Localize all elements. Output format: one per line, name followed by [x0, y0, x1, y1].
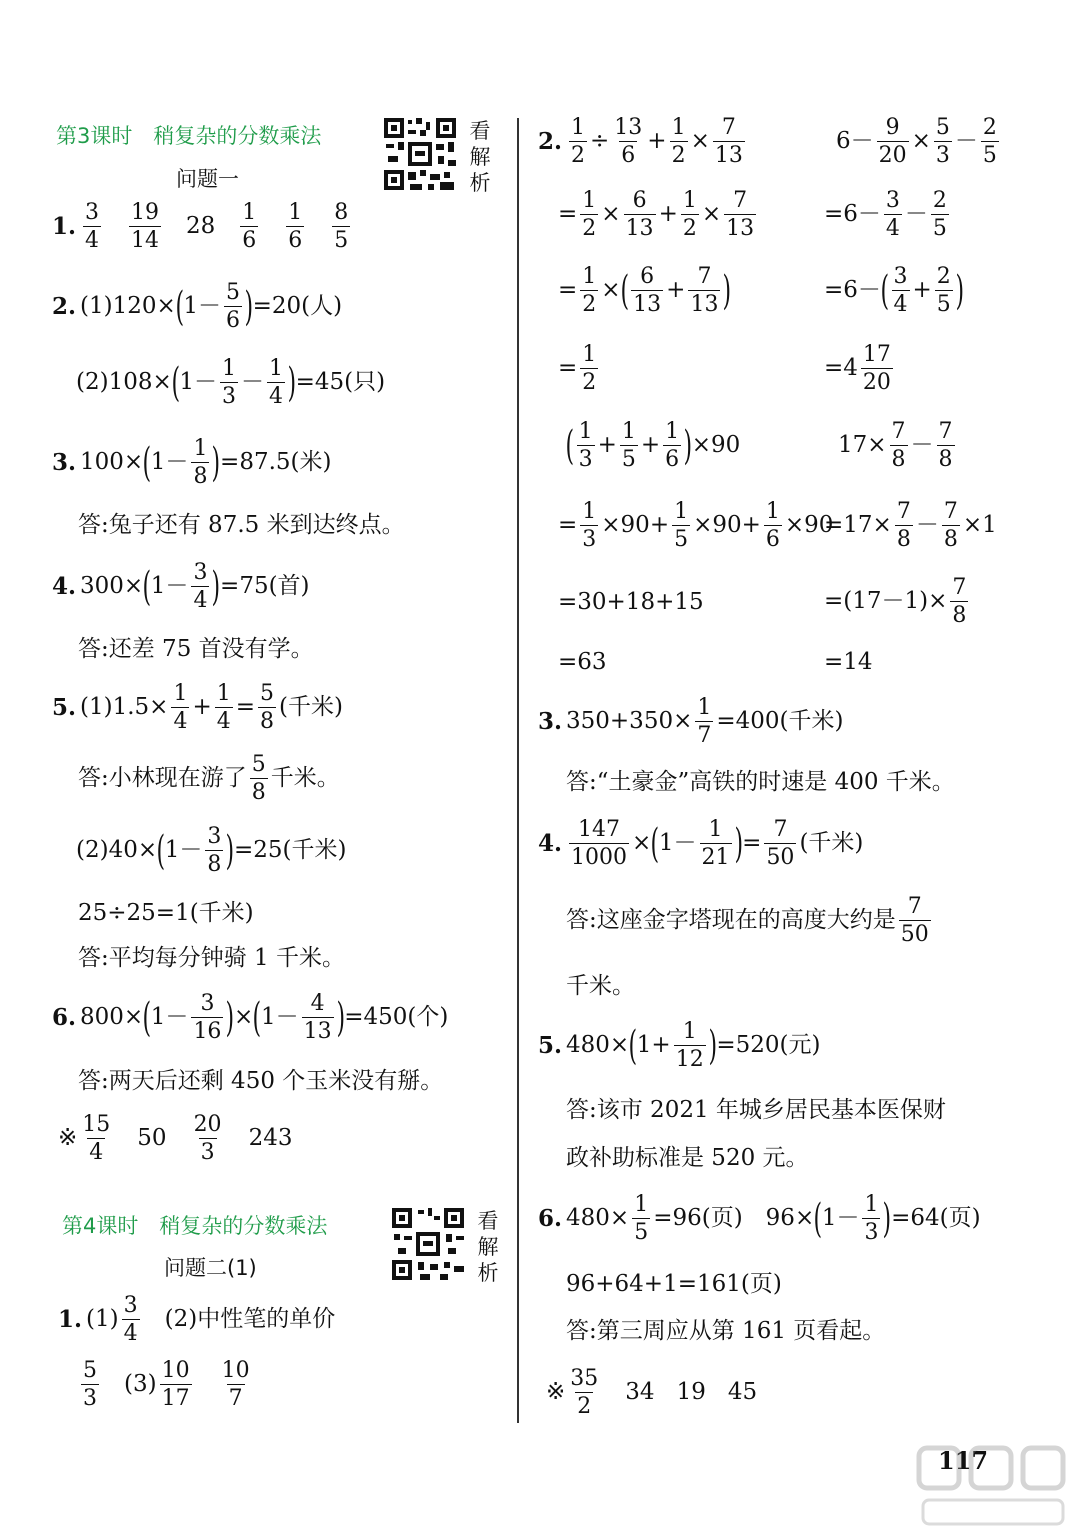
answer-r3: 3. 350+350× $\frac{1}{7}$ =400(千米)	[538, 695, 844, 749]
fraction: $\frac{7}{8}$	[943, 499, 958, 553]
fraction: $\frac{1}{12}$	[675, 1019, 704, 1073]
answer-r2-right-7: =(17－1)× $\frac{7}{8}$	[824, 575, 967, 629]
fraction: $\frac{1}{4}$	[269, 356, 284, 410]
answer-r6-step: 96+64+1=161(页)	[566, 1271, 782, 1297]
answer-r6-reply: 答:第三周应从第 161 页看起。	[566, 1318, 886, 1344]
answer-bonus: ※ $\frac{15}{4}$ 50 $\frac{20}{3}$ 243	[58, 1112, 293, 1166]
answer-5-part2: (2)40× ( 1－ $\frac{3}{8}$ ) =25(千米)	[76, 824, 347, 878]
answer-r4-reply: 答:这座金字塔现在的高度大约是 $\frac{7}{50}$	[566, 894, 929, 948]
fraction: $\frac{7}{13}$	[714, 115, 743, 169]
fraction: $\frac{1}{5}$	[621, 419, 636, 473]
fraction: $\frac{1}{3}$	[864, 1192, 879, 1246]
fraction: $\frac{2}{5}$	[936, 264, 951, 318]
fraction: $\frac{1}{2}$	[571, 115, 586, 169]
answer-r2-left-4: = $\frac{1}{2}$	[558, 342, 597, 396]
answer-r5: 5. 480× ( 1+ $\frac{1}{12}$ ) =520(元)	[538, 1019, 821, 1073]
fraction: $\frac{1}{7}$	[697, 695, 712, 749]
answer-r5-reply1: 答:该市 2021 年城乡居民基本医保财	[566, 1097, 946, 1123]
fraction: $\frac{6}{13}$	[633, 264, 662, 318]
fraction: $\frac{1}{4}$	[216, 681, 231, 735]
fraction: $\frac{1}{6}$	[288, 200, 303, 254]
fraction: $\frac{3}{4}$	[885, 188, 900, 242]
fraction: $\frac{3}{8}$	[207, 824, 222, 878]
fraction: $\frac{20}{3}$	[193, 1112, 222, 1166]
answer-3-reply: 答:兔子还有 87.5 米到达终点。	[78, 512, 405, 538]
answer-r2-left-5: ( $\frac{1}{3}$ + $\frac{1}{5}$ + $\frac{1}{6}$ ) ×90	[565, 419, 741, 473]
fraction: $\frac{6}{13}$	[625, 188, 654, 242]
answer-4-reply: 答:还差 75 首没有学。	[78, 636, 314, 662]
answer-r2-left-3: = $\frac{1}{2}$ × ( $\frac{6}{13}$ + $\frac{7}{13}$ )	[558, 264, 732, 318]
fraction: $\frac{7}{8}$	[891, 419, 906, 473]
fraction: $\frac{3}{4}$	[193, 560, 208, 614]
answer-r5-reply2: 政补助标准是 520 元。	[566, 1145, 809, 1171]
fraction: $\frac{1}{5}$	[674, 499, 689, 553]
page-number: 117	[938, 1446, 989, 1475]
fraction: $\frac{1}{2}$	[582, 188, 597, 242]
fraction: $\frac{7}{13}$	[690, 264, 719, 318]
fraction: $\frac{7}{8}$	[896, 499, 911, 553]
answer-5-part1: 5. (1)1.5× $\frac{1}{4}$ + $\frac{1}{4}$ = $\frac{5}{8}$ (千米)	[52, 681, 343, 735]
answer-r-bonus: ※ $\frac{35}{2}$ 34 19 45	[546, 1366, 758, 1420]
fraction: $\frac{2}{5}$	[982, 115, 997, 169]
fraction: $\frac{4}{13}$	[303, 991, 332, 1045]
fraction: $\frac{1}{3}$	[582, 499, 597, 553]
fraction: $\frac{7}{13}$	[726, 188, 755, 242]
answer-2-part1: 2. (1)120× ( 1－ $\frac{5}{6}$ ) =20(人)	[52, 280, 343, 334]
answer-r3-reply: 答:“土豪金”高铁的时速是 400 千米。	[566, 769, 955, 795]
answer-r2-right-6: =17× $\frac{7}{8}$ － $\frac{7}{8}$ ×1	[824, 499, 997, 553]
answer-r2-left-6: = $\frac{1}{3}$ ×90+ $\frac{1}{5}$ ×90+ $\frac{1}{6}$ ×90	[558, 499, 834, 553]
fraction: $\frac{7}{50}$	[900, 894, 929, 948]
scan-label: 看 解 析	[469, 119, 491, 195]
answer-r2-right-1: 6－ $\frac{9}{20}$ × $\frac{5}{3}$ － $\frac{2}{5}$	[836, 115, 997, 169]
fraction: $\frac{3}{4}$	[893, 264, 908, 318]
answer-5-step: 25÷25=1(千米)	[78, 900, 254, 926]
qr-code-icon[interactable]	[390, 1206, 466, 1282]
answer-r2-left-1: 2. $\frac{1}{2}$ ÷ $\frac{13}{6}$ + $\frac{1}{2}$ × $\frac{7}{13}$	[538, 115, 743, 169]
fraction: $\frac{1}{8}$	[193, 436, 208, 490]
column-divider	[517, 118, 519, 1423]
fraction: $\frac{1}{2}$	[582, 264, 597, 318]
fraction: $\frac{5}{3}$	[935, 115, 950, 169]
fraction: $\frac{8}{5}$	[334, 200, 349, 254]
section-title-lesson3: 第3课时 稍复杂的分数乘法	[56, 124, 322, 148]
fraction: $\frac{1}{3}$	[222, 356, 237, 410]
answer-6-reply: 答:两天后还剩 450 个玉米没有掰。	[78, 1068, 444, 1094]
fraction: $\frac{3}{16}$	[193, 991, 222, 1045]
answer-4: 4. 300× ( 1－ $\frac{3}{4}$ ) =75(首)	[52, 560, 310, 614]
answer-r2-left-7: =30+18+15	[558, 589, 704, 615]
answer-r2-right-3: =6－ ( $\frac{3}{4}$ + $\frac{2}{5}$ )	[824, 264, 964, 318]
fraction: $\frac{10}{7}$	[221, 1358, 250, 1412]
fraction: $\frac{2}{5}$	[932, 188, 947, 242]
fraction: $\frac{17}{20}$	[862, 342, 891, 396]
answer-r4: 4. $\frac{147}{1000}$ × ( 1－ $\frac{1}{21}$ ) = $\frac{7}{50}$ (千米)	[538, 817, 864, 871]
fraction: $\frac{13}{6}$	[614, 115, 643, 169]
fraction: $\frac{5}{6}$	[226, 280, 241, 334]
answer-5-reply2: 答:平均每分钟骑 1 千米。	[78, 945, 346, 971]
fraction: $\frac{1}{21}$	[701, 817, 730, 871]
fraction: $\frac{1}{2}$	[682, 188, 697, 242]
fraction: $\frac{7}{8}$	[938, 419, 953, 473]
fraction: $\frac{1}{6}$	[765, 499, 780, 553]
fraction: $\frac{1}{2}$	[582, 342, 597, 396]
answer-1-lesson4: 1. (1) $\frac{3}{4}$ (2)中性笔的单价	[58, 1293, 336, 1347]
fraction: $\frac{10}{17}$	[161, 1358, 190, 1412]
fraction: $\frac{3}{4}$	[123, 1293, 138, 1347]
qr-code-icon[interactable]	[382, 116, 458, 192]
fraction: $\frac{3}{4}$	[85, 200, 100, 254]
answer-r2-right-2: =6－ $\frac{3}{4}$ － $\frac{2}{5}$	[824, 188, 947, 242]
fraction: $\frac{5}{8}$	[251, 752, 266, 806]
fraction: $\frac{1}{3}$	[578, 419, 593, 473]
fraction: $\frac{19}{14}$	[131, 200, 160, 254]
fraction: $\frac{1}{6}$	[242, 200, 257, 254]
fraction: $\frac{35}{2}$	[570, 1366, 599, 1420]
answer-r2-left-2: = $\frac{1}{2}$ × $\frac{6}{13}$ + $\frac{1}{2}$ × $\frac{7}{13}$	[558, 188, 755, 242]
answer-6: 6. 800× ( 1－ $\frac{3}{16}$ ) × ( 1－ $\frac{4}{13}$ ) =450(个)	[52, 991, 449, 1045]
answer-r2-right-8: =14	[824, 649, 873, 675]
answer-r4-reply-cont: 千米。	[566, 973, 635, 999]
fraction: $\frac{15}{4}$	[82, 1112, 111, 1166]
fraction: $\frac{7}{50}$	[766, 817, 795, 871]
fraction: $\frac{7}{8}$	[952, 575, 967, 629]
fraction: $\frac{1}{2}$	[671, 115, 686, 169]
answer-1: 1. $\frac{3}{4}$ $\frac{19}{14}$ 28 $\frac{1}{6}$ $\frac{1}{6}$ $\frac{8}{5}$	[52, 200, 349, 254]
answer-1-lesson4-cont: $\frac{5}{3}$ (3) $\frac{10}{17}$ $\frac{10}{7}$	[83, 1358, 250, 1412]
section-subtitle-lesson3: 问题一	[176, 167, 239, 191]
answer-3: 3. 100× ( 1－ $\frac{1}{8}$ ) =87.5(米)	[52, 436, 332, 490]
fraction: $\frac{5}{8}$	[260, 681, 275, 735]
answer-r2-right-4: =4 $\frac{17}{20}$	[824, 342, 891, 396]
section-title-lesson4: 第4课时 稍复杂的分数乘法	[62, 1214, 328, 1238]
fraction: $\frac{147}{1000}$	[571, 817, 628, 871]
fraction: $\frac{5}{3}$	[83, 1358, 97, 1412]
fraction: $\frac{1}{5}$	[634, 1192, 649, 1246]
answer-r6: 6. 480× $\frac{1}{5}$ =96(页) 96× ( 1－ $\frac{1}{3}$ ) =64(页)	[538, 1192, 981, 1246]
answer-r2-left-8: =63	[558, 649, 607, 675]
section-subtitle-lesson4: 问题二(1)	[164, 1256, 257, 1280]
answer-r2-right-5: 17× $\frac{7}{8}$ － $\frac{7}{8}$	[838, 419, 953, 473]
fraction: $\frac{1}{6}$	[665, 419, 680, 473]
fraction: $\frac{9}{20}$	[878, 115, 907, 169]
fraction: $\frac{1}{4}$	[173, 681, 188, 735]
answer-5-reply1: 答:小林现在游了 $\frac{5}{8}$ 千米。	[78, 752, 340, 806]
scan-label: 看 解 析	[477, 1209, 499, 1285]
watermark-logo-icon	[913, 1440, 1073, 1530]
answer-2-part2: (2)108× ( 1－ $\frac{1}{3}$ － $\frac{1}{4}$ ) =45(只)	[76, 356, 386, 410]
